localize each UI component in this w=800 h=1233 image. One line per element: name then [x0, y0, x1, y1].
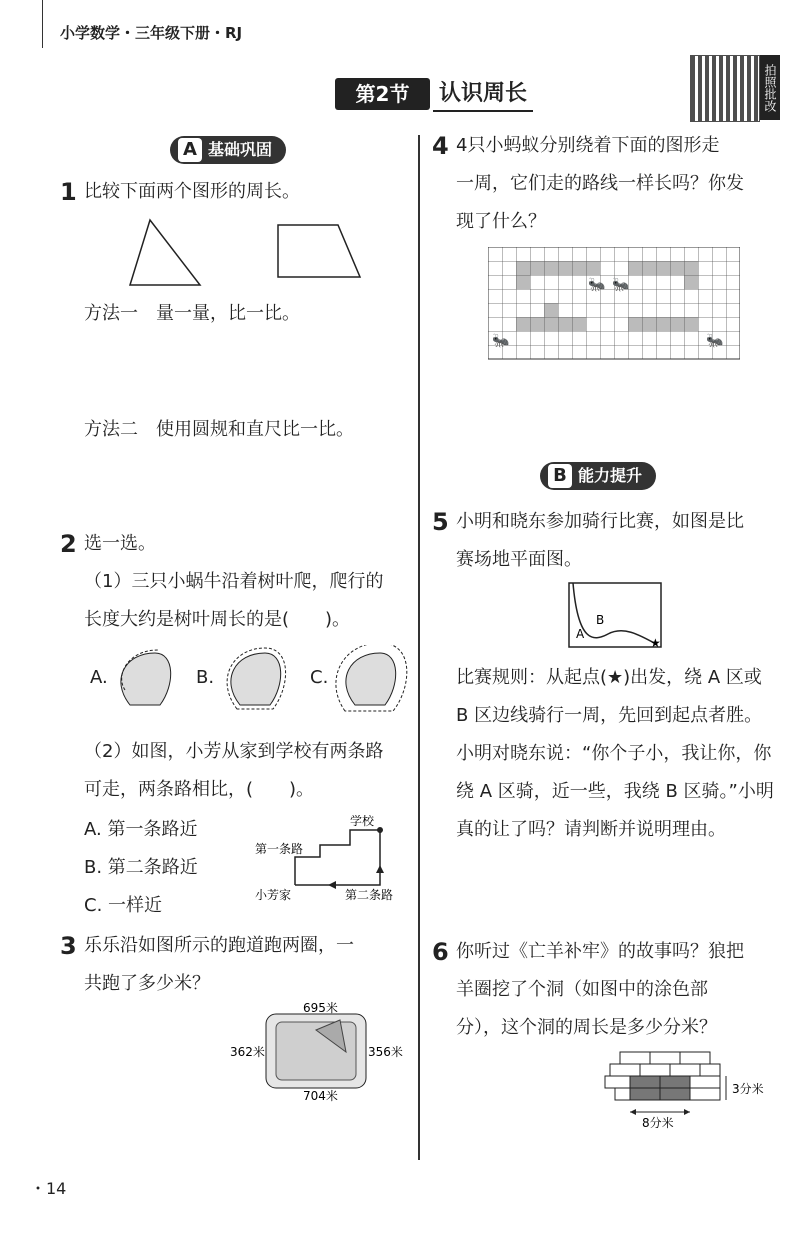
q5-rule5: 真的让了吗？请判断并说明理由。	[456, 819, 726, 840]
q1-method2: 方法二 使用圆规和直尺比一比。	[84, 419, 354, 440]
track-left-label: 362米	[230, 1045, 265, 1059]
q4-line1: 4只小蚂蚁分别绕着下面的图形走	[456, 135, 720, 156]
book-header: 小学数学・三年级下册・RJ	[60, 24, 243, 42]
choice-b: B. 第二条路近	[84, 857, 198, 878]
leaf-images	[110, 645, 410, 725]
section-number: 第2节	[335, 78, 430, 110]
leaf-a	[121, 650, 171, 705]
triangle-shape	[130, 220, 200, 285]
zone-a-label: A	[576, 627, 585, 641]
page-number: ・14	[30, 1179, 67, 1198]
leaf-c	[336, 645, 407, 711]
q5-rule3: 小明对晓东说：“你个子小，我让你，你	[456, 743, 772, 764]
section-title	[325, 78, 535, 110]
section-b-badge: B	[548, 464, 572, 488]
ant-icon: 🐜	[588, 277, 606, 293]
qr-code-icon[interactable]	[690, 55, 760, 122]
q5-line2: 赛场地平面图。	[456, 549, 582, 570]
map-route1: 第一条路	[255, 842, 304, 856]
trapezoid-shape	[278, 225, 360, 277]
start-star-icon: ★	[650, 636, 661, 650]
section-a-label: 基础巩固	[208, 140, 273, 159]
q2-text: 选一选。	[84, 533, 156, 554]
track-right-label: 356米	[368, 1045, 403, 1059]
q1-method1: 方法一 量一量，比一比。	[84, 303, 300, 324]
race-field	[568, 582, 663, 650]
section-b-label: 能力提升	[578, 466, 643, 485]
ant-grid	[488, 247, 740, 361]
hole-height-label: 3分米	[732, 1082, 764, 1096]
section-name: 认识周长	[433, 78, 533, 112]
page-corner-mark	[18, 0, 43, 48]
leaf-option-c: C.	[310, 667, 329, 688]
leaf-b	[227, 648, 285, 709]
ant-icon: 🐜	[706, 333, 724, 349]
sheep-pen-wall	[600, 1050, 785, 1130]
q1-shapes	[120, 215, 380, 290]
q5-rule2: B 区边线骑行一周，先回到起点者胜。	[456, 705, 763, 726]
map-route2: 第二条路	[345, 888, 394, 902]
running-track	[228, 1000, 413, 1105]
choice-a: A. 第一条路近	[84, 819, 198, 840]
column-divider	[418, 135, 420, 1160]
q4-number: 4	[432, 132, 449, 160]
q5-number: 5	[432, 508, 449, 536]
q6-line1: 你听过《亡羊补牢》的故事吗？狼把	[456, 941, 744, 962]
choice-c: C. 一样近	[84, 895, 163, 916]
section-b-header	[540, 462, 656, 490]
q6-number: 6	[432, 938, 449, 966]
q4-line3: 现了什么？	[456, 211, 546, 232]
ant-icon: 🐜	[492, 333, 510, 349]
q3-number: 3	[60, 932, 77, 960]
q3-line1: 乐乐沿如图所示的跑道跑两圈，一	[84, 935, 354, 956]
q5-line1: 小明和晓东参加骑行比赛，如图是比	[456, 511, 744, 532]
section-a-header	[170, 136, 286, 164]
q3-line2: 共跑了多少米？	[84, 973, 210, 994]
q4-line2: 一周，它们走的路线一样长吗？你发	[456, 173, 744, 194]
map-home: 小芳家	[255, 888, 292, 902]
route-map	[250, 815, 410, 905]
q1-text: 比较下面两个图形的周长。	[84, 181, 300, 202]
q2-number: 2	[60, 530, 77, 558]
track-bottom-label: 704米	[303, 1089, 338, 1103]
ant-icon: 🐜	[612, 277, 630, 293]
q1-number: 1	[60, 178, 77, 206]
hole-width-label: 8分米	[642, 1116, 674, 1130]
q6-line3: 分），这个洞的周长是多少分米？	[456, 1017, 717, 1038]
track-top-label: 695米	[303, 1001, 338, 1015]
zone-b-label: B	[596, 613, 605, 627]
qr-label: 拍照批改	[760, 55, 780, 120]
leaf-option-b: B.	[196, 667, 215, 688]
section-a-badge: A	[178, 138, 202, 162]
q6-line2: 羊圈挖了个洞（如图中的涂色部	[456, 979, 708, 1000]
q2-p1-line2: 长度大约是树叶周长的是( )。	[84, 609, 351, 630]
q5-rule1: 比赛规则：从起点(★)出发，绕 A 区或	[456, 667, 762, 688]
leaf-option-a: A.	[90, 667, 108, 688]
q2-p2-line2: 可走，两条路相比，( )。	[84, 779, 315, 800]
q5-rule4: 绕 A 区骑，近一些，我绕 B 区骑。”小明	[456, 781, 774, 802]
q2-p2-line1: （2）如图，小芳从家到学校有两条路	[84, 741, 384, 762]
map-school: 学校	[350, 815, 375, 828]
q2-p1-line1: （1）三只小蜗牛沿着树叶爬，爬行的	[84, 571, 384, 592]
